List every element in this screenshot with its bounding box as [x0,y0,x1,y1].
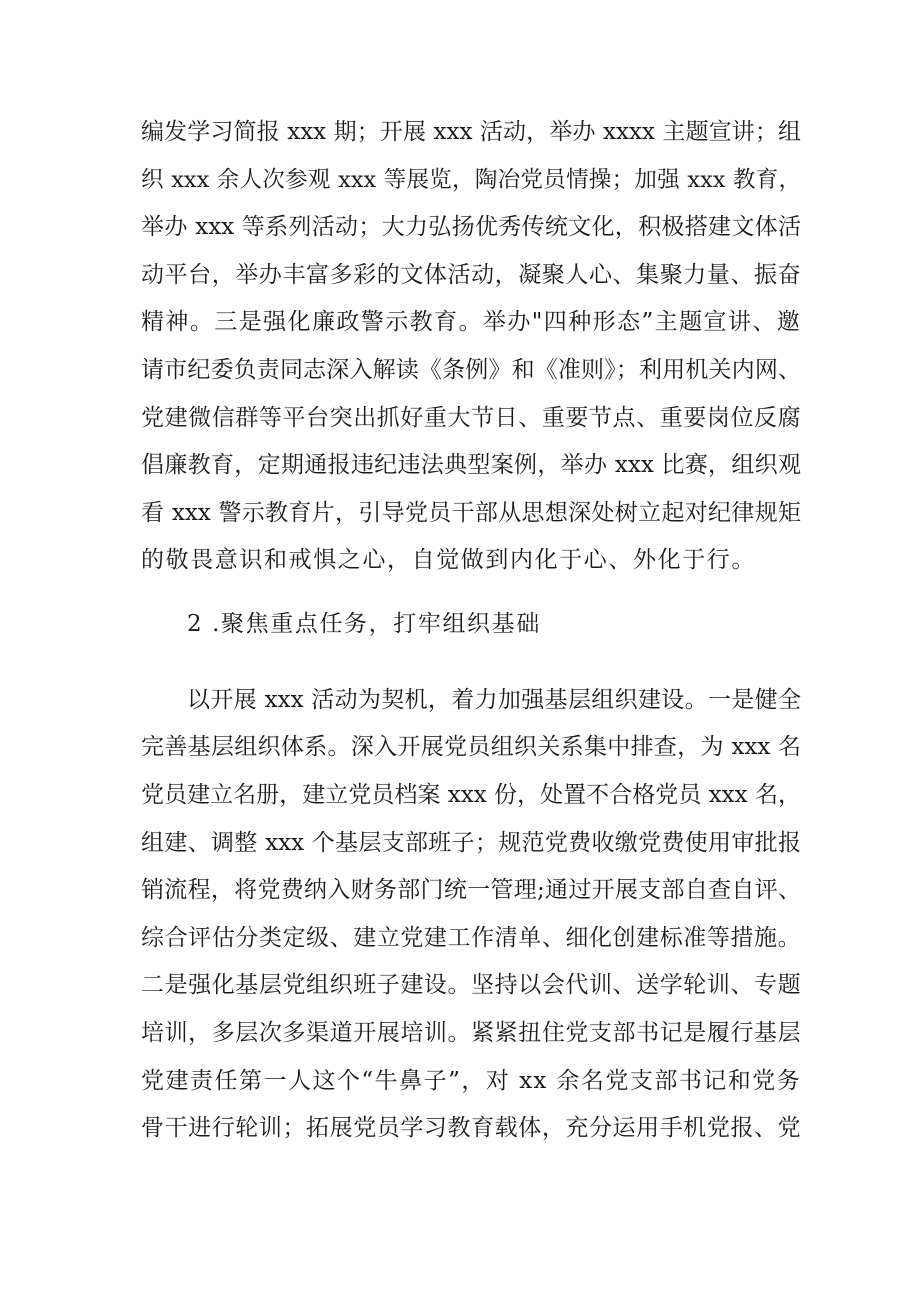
paragraph-2-line-2: 完善基层组织体系。深入开展党员组织关系集中排查，为 xxx 名 [141,734,801,760]
paragraph-2-line-3: 党员建立名册，建立党员档案 xxx 份，处置不合格党员 xxx 名， [141,782,801,808]
paragraph-1-line-4: 动平台，举办丰富多彩的文体活动，凝聚人心、集聚力量、振奋 [141,262,801,288]
paragraph-2-line-1: 以开展 xxx 活动为契机，着力加强基层组织建设。一是健全 [187,687,801,713]
paragraph-2-line-4: 组建、调整 xxx 个基层支部班子；规范党费收缴党费使用审批报 [141,830,801,856]
paragraph-1-line-9: 看 xxx 警示教育片，引导党员干部从思想深处树立起对纪律规矩 [141,500,801,526]
paragraph-1-line-2: 织 xxx 余人次参观 xxx 等展览，陶冶党员情操；加强 xxx 教育， [141,167,801,193]
paragraph-1-line-5: 精神。三是强化廉政警示教育。举办"四种形态”主题宣讲、邀 [141,309,801,335]
paragraph-1-line-7: 党建微信群等平台突出抓好重大节日、重要节点、重要岗位反腐 [141,405,801,431]
paragraph-2-line-6: 综合评估分类定级、建立党建工作清单、细化创建标准等措施。 [141,925,801,951]
paragraph-1-line-3: 举办 xxx 等系列活动；大力弘扬优秀传统文化，积极搭建文体活 [141,214,801,240]
paragraph-1-line-6: 请市纪委负责同志深入解读《条例》和《准则》；利用机关内网、 [141,357,801,383]
paragraph-1-line-1: 编发学习简报 xxx 期；开展 xxx 活动，举办 xxxx 主题宣讲；组 [141,119,801,145]
paragraph-2-line-5: 销流程，将党费纳入财务部门统一管理;通过开展支部自查自评、 [141,877,801,903]
paragraph-2-line-8: 培训，多层次多渠道开展培训。紧紧扭住党支部书记是履行基层 [141,1020,801,1046]
paragraph-1-line-10: 的敬畏意识和戒惧之心，自觉做到内化于心、外化于行。 [141,547,756,573]
paragraph-1-line-8: 倡廉教育，定期通报违纪违法典型案例，举办 xxx 比赛，组织观 [141,452,801,478]
paragraph-2-line-9: 党建责任第一人这个“牛鼻子”，对 xx 余名党支部书记和党务 [141,1068,801,1094]
paragraph-2-line-10: 骨干进行轮训；拓展党员学习教育载体，充分运用手机党报、党 [141,1115,801,1141]
section-heading: 2 .聚焦重点任务，打牢组织基础 [187,611,541,637]
paragraph-2-line-7: 二是强化基层党组织班子建设。坚持以会代训、送学轮训、专题 [141,972,801,998]
